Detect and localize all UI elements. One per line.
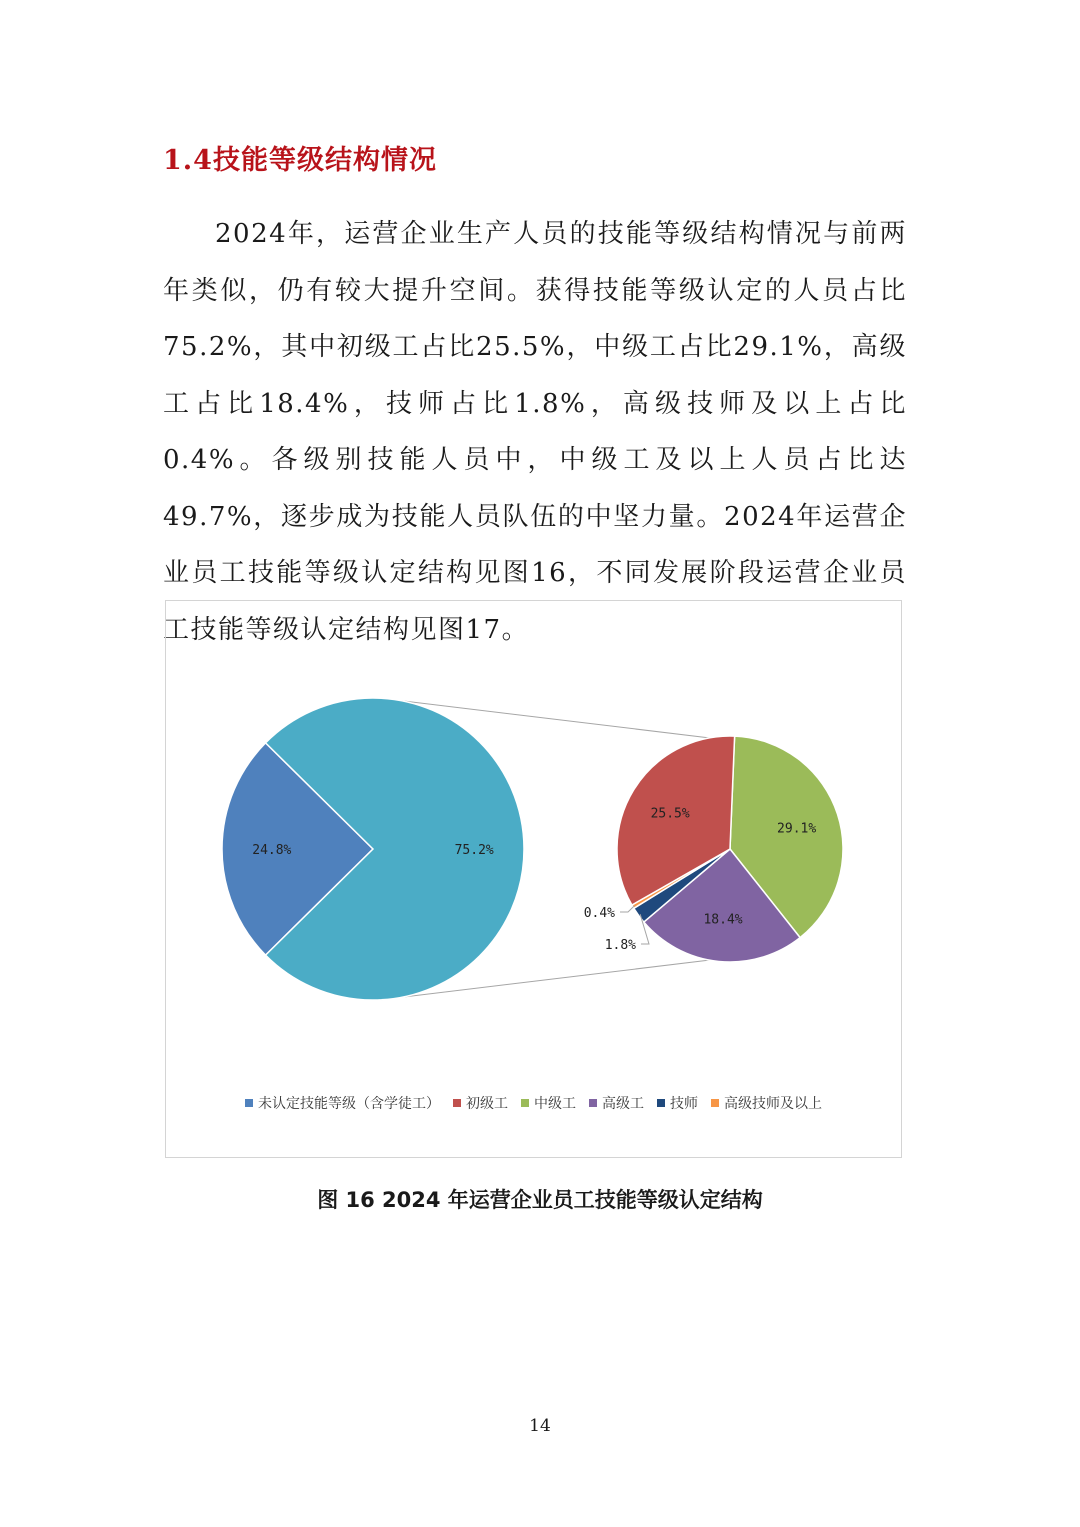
chart-legend xyxy=(166,1093,901,1113)
legend-label: 中级工 xyxy=(534,1096,576,1112)
legend-item-5 xyxy=(711,1093,822,1113)
secondary-label-intermediate: 29.1% xyxy=(777,821,817,837)
secondary-label-technician: 1.8% xyxy=(604,938,636,953)
legend-swatch xyxy=(453,1099,461,1107)
legend-item-4 xyxy=(657,1093,698,1113)
secondary-label-master: 0.4% xyxy=(583,906,615,921)
secondary-label-senior: 18.4% xyxy=(703,912,743,928)
figure-caption: 图 16 2024 年运营企业员工技能等级认定结构 xyxy=(317,1188,763,1212)
legend-label: 初级工 xyxy=(466,1096,508,1112)
legend-swatch xyxy=(657,1099,665,1107)
pie-of-pie-chart xyxy=(166,601,903,1159)
legend-item-3 xyxy=(589,1093,644,1113)
legend-label: 高级技师及以上 xyxy=(724,1096,822,1112)
chart-container xyxy=(165,600,902,1158)
legend-swatch xyxy=(589,1099,597,1107)
page-number: 14 xyxy=(529,1416,551,1436)
main-label-unrated: 24.8% xyxy=(252,843,292,858)
legend-swatch xyxy=(711,1099,719,1107)
legend-item-1 xyxy=(453,1093,508,1113)
legend-label: 高级工 xyxy=(602,1096,644,1112)
legend-label: 未认定技能等级（含学徒工） xyxy=(258,1096,440,1112)
main-label-rated: 75.2% xyxy=(454,843,494,858)
legend-swatch xyxy=(521,1099,529,1107)
legend-item-0 xyxy=(245,1093,440,1113)
body-paragraph: 2024年，运营企业生产人员的技能等级结构情况与前两年类似，仍有较大提升空间。获得技能等级认定的人员占比75.2%，其中初级工占比25.5%，中级工占比29.1%，高级工占比18.4%，技师占比1.8%，高级技师及以上占比0.4%。各级别技能人员中，中级工及以上人员占比达49.7%，逐步成为技能人员队伍的中坚力量。2024年运营企业员工技能等级认定结构见图16，不同发展阶段运营企业员工技能等级认定结构见图17。 xyxy=(163,219,907,645)
legend-label: 技师 xyxy=(670,1096,698,1112)
legend-item-2 xyxy=(521,1093,576,1113)
legend-swatch xyxy=(245,1099,253,1107)
secondary-label-junior: 25.5% xyxy=(650,806,690,822)
section-heading: 1.4技能等级结构情况 xyxy=(163,145,437,176)
